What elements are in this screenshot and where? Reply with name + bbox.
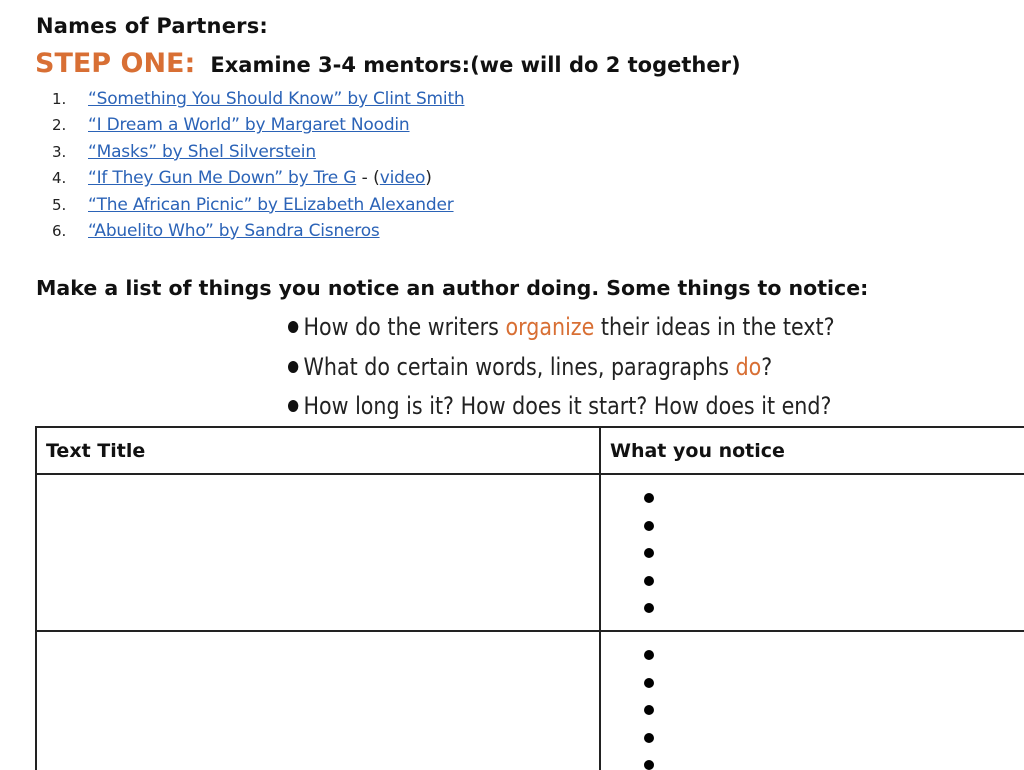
table-row: [36, 474, 1024, 631]
mentor-link[interactable]: “I Dream a World” by Margaret Noodin: [88, 115, 410, 136]
bullet-icon: [288, 400, 298, 412]
bullet-point: [644, 545, 1024, 573]
bullet-point: [644, 757, 1024, 770]
notice-cell[interactable]: [600, 474, 1024, 631]
bullet-point: [644, 490, 1024, 518]
table-header-row: [36, 427, 1024, 474]
column-header-text-title: Text Title: [36, 427, 600, 474]
bullet-point: [644, 600, 1024, 628]
bullet-icon: [288, 321, 298, 333]
question-text: What do certain words, lines, paragraphs: [303, 352, 736, 381]
step-instruction: Examine 3-4 mentors:(we will do 2 together): [210, 53, 741, 77]
list-number: 5.: [52, 195, 67, 214]
partners-label: Names of Partners:: [36, 14, 268, 38]
list-number: 4.: [52, 169, 67, 188]
mentor-link[interactable]: “If They Gun Me Down” by Tre G: [88, 168, 357, 189]
mentor-link[interactable]: “Something You Should Know” by Clint Smith: [88, 89, 465, 109]
mentor-link[interactable]: “Masks” by Shel Silverstein: [88, 141, 316, 162]
step-label: STEP ONE:: [35, 48, 196, 79]
column-header-what-you-notice: What you notice: [600, 427, 1024, 474]
bullet-point: [644, 518, 1024, 546]
step-heading: [35, 48, 741, 79]
list-item: [52, 112, 464, 138]
list-item: [52, 218, 464, 244]
notice-questions: [288, 308, 924, 427]
notice-heading: Make a list of things you notice an author doing. Some things to notice:: [36, 276, 869, 300]
bullet-list: [601, 632, 1024, 770]
highlight-word: do: [735, 352, 762, 381]
list-number: 6.: [52, 221, 67, 240]
notice-table: [35, 426, 1024, 770]
bullet-point: [644, 702, 1024, 730]
question-text: ?: [761, 352, 773, 381]
mentor-list: [52, 86, 464, 244]
bullet-point: [644, 675, 1024, 703]
text-title-cell[interactable]: [36, 474, 600, 631]
mentor-link[interactable]: “The African Picnic” by ELizabeth Alexander: [88, 194, 454, 215]
question-text: How do the writers: [303, 313, 506, 341]
list-item: [52, 86, 464, 112]
text-title-cell[interactable]: [36, 631, 600, 770]
list-number: 2.: [52, 116, 67, 135]
notice-cell[interactable]: [600, 631, 1024, 770]
list-item: [52, 165, 464, 191]
question-item: [288, 387, 835, 427]
bullet-point: [644, 573, 1024, 601]
list-number: 3.: [52, 142, 67, 161]
mentor-link[interactable]: “Abuelito Who” by Sandra Cisneros: [88, 220, 380, 241]
question-text: How long is it? How does it start? How does it end?: [303, 392, 832, 420]
bullet-point: [644, 647, 1024, 675]
table-row: [36, 631, 1024, 770]
video-link[interactable]: video: [379, 168, 426, 189]
list-item: [52, 192, 464, 218]
bullet-point: [644, 730, 1024, 758]
list-number: 1.: [52, 90, 67, 108]
question-item: [288, 348, 835, 388]
question-text: their ideas in the text?: [594, 313, 835, 341]
closing-paren: ): [425, 168, 432, 189]
question-item: [288, 308, 835, 348]
bullet-icon: [288, 361, 298, 373]
separator-text: - (: [356, 168, 380, 189]
list-item: [52, 139, 464, 165]
highlight-word: organize: [505, 313, 595, 341]
bullet-list: [601, 475, 1024, 628]
